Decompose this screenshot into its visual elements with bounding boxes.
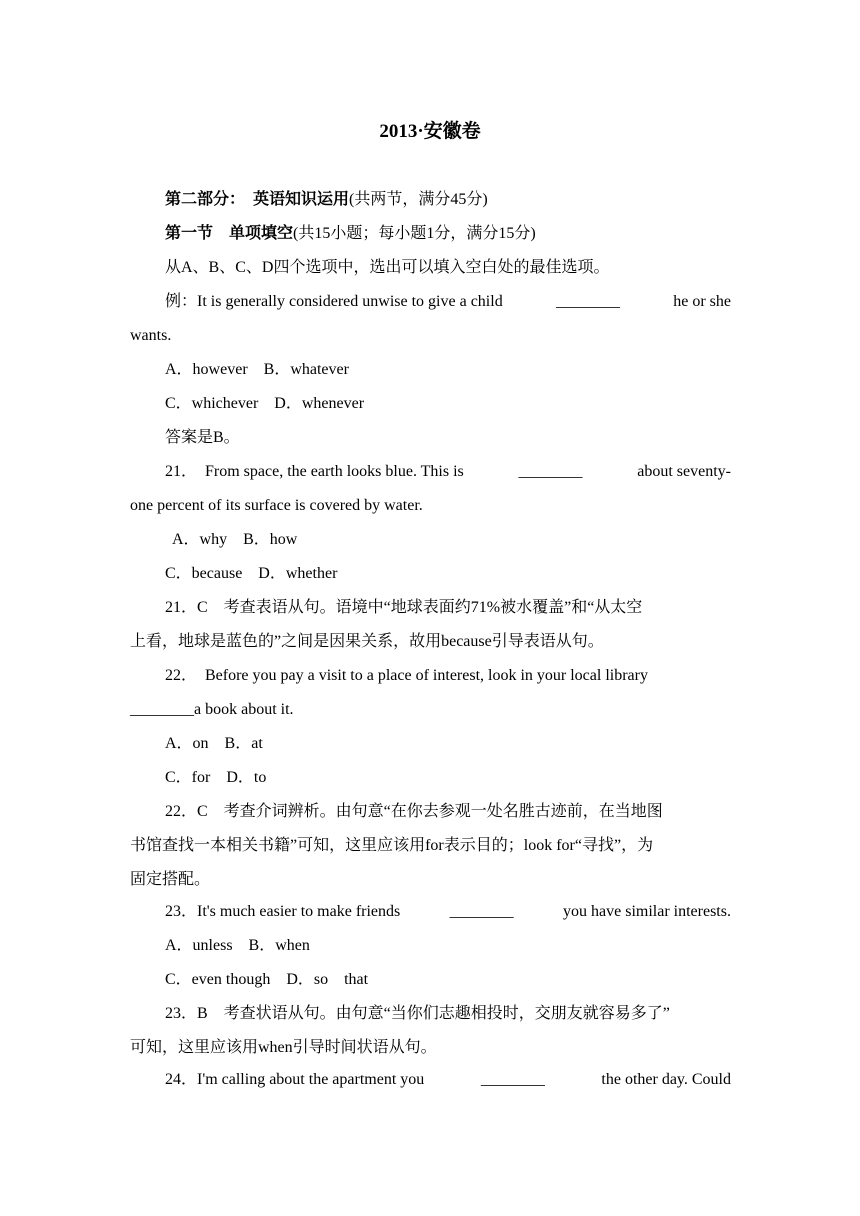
q22-options-ab: A．on B．at [165,735,263,752]
q22-explanation-2: 书馆查找一本相关书籍”可知，这里应该用for表示目的；look for“寻找”，为 [130,837,654,854]
q22-explanation-1: 22．C 考查介词辨析。由句意“在你去参观一处名胜古迹前，在当地图 [165,803,663,820]
q23-options-cd: C．even though D．so that [165,971,369,988]
q22-explanation-3: 固定搭配。 [130,871,211,888]
part-heading: 第二部分： 英语知识运用(共两节，满分45分) [165,191,488,208]
instruction-text: 从A、B、C、D四个选项中，选出可以填入空白处的最佳选项。 [165,259,610,276]
example-options-ab: A．however B．whatever [165,361,349,378]
q22-options-cd: C．for D．to [165,769,267,786]
example-question: 例：It is generally considered unwise to give a child ________ he or she [165,290,731,314]
q23-explanation-2: 可知，这里应该用when引导时间状语从句。 [130,1039,437,1056]
question-21: 21． From space, the earth looks blue. This is ________ about seventy- [165,460,731,484]
page-title: 2013·安徽卷 [379,121,481,142]
question-22-cont: ________a book about it. [130,701,294,718]
example-question-cont: wants. [130,327,172,344]
q21-explanation-1: 21．C 考查表语从句。语境中“地球表面约71%被水覆盖”和“从太空 [165,599,643,616]
answer-blank: ________ [518,463,583,480]
question-23: 23．It's much easier to make friends ________ you have similar interests. [165,900,731,924]
q21-options-ab: A．why B．how [172,531,298,548]
question-22: 22． Before you pay a visit to a place of interest, look in your local library [165,667,648,684]
section-heading: 第一节 单项填空(共15小题；每小题1分，满分15分) [165,225,536,242]
answer-blank: ________ [449,903,514,920]
answer-blank: ________ [480,1071,545,1088]
q21-explanation-2: 上看，地球是蓝色的”之间是因果关系，故用because引导表语从句。 [130,633,604,650]
q21-options-cd: C．because D．whether [165,565,338,582]
question-21-cont: one percent of its surface is covered by water. [130,497,423,514]
example-answer: 答案是B。 [165,429,240,446]
question-24: 24．I'm calling about the apartment you ________ the other day. Could [165,1068,731,1092]
example-options-cd: C．whichever D．whenever [165,395,365,412]
q23-explanation-1: 23．B 考查状语从句。由句意“当你们志趣相投时，交朋友就容易多了” [165,1005,670,1022]
q23-options-ab: A．unless B．when [165,937,310,954]
answer-blank: ________ [555,293,620,310]
